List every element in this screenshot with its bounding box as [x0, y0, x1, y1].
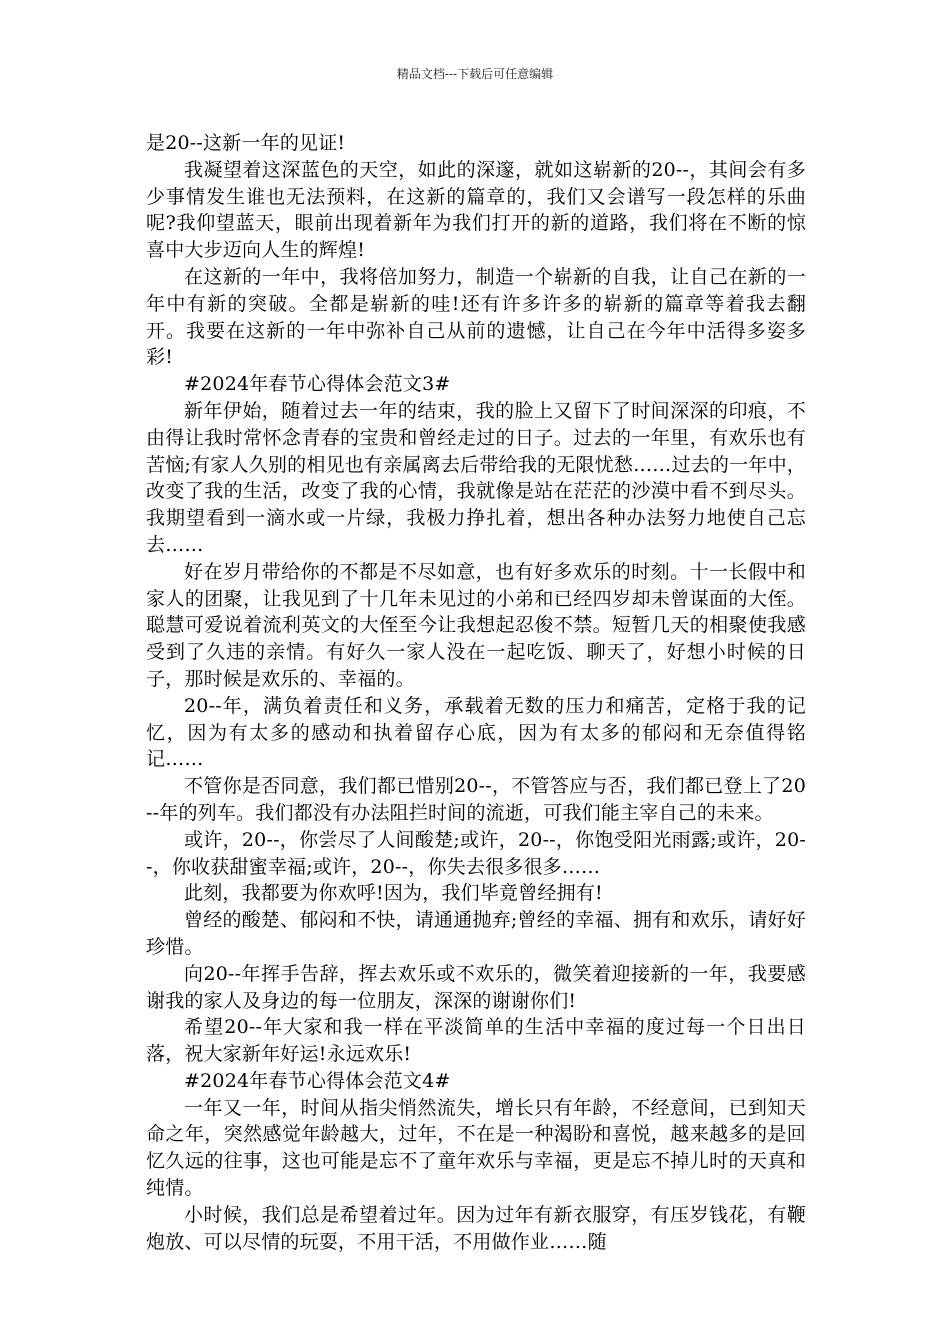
paragraph: 20--年，满负着责任和义务，承载着无数的压力和痛苦，定格于我的记忆，因为有太多的感动和执着留存心底，因为有太多的郁闷和无奈值得铭记……	[146, 694, 806, 771]
paragraph: 向20--年挥手告辞，挥去欢乐或不欢乐的，微笑着迎接新的一年，我要感谢我的家人及身边的每一位朋友，深深的谢谢你们!	[146, 962, 806, 1012]
page-header: 精品文档---下载后可任意编辑	[396, 67, 554, 81]
section-heading: #2024年春节心得体会范文3#	[184, 373, 451, 396]
paragraph: 是20--这新一年的见证!	[146, 132, 346, 154]
paragraph: 或许，20--，你尝尽了人间酸楚;或许，20--，你饱受阳光雨露;或许，20--，你收获甜蜜幸福;或许，20--，你失去很多很多……	[146, 828, 806, 878]
paragraph: 此刻，我都要为你欢呼!因为，我们毕竟曾经拥有!	[184, 882, 603, 905]
document-body	[146, 130, 806, 1255]
paragraph: 在这新的一年中，我将倍加努力，制造一个崭新的自我，让自己在新的一年中有新的突破。全都是崭新的哇!还有许多许多的崭新的篇章等着我去翻开。我要在这新的一年中弥补自己从前的遗憾，让自己在今年中活得多姿多彩!	[146, 265, 806, 369]
paragraph: 小时候，我们总是希望着过年。因为过年有新衣服穿，有压岁钱花，有鞭炮放、可以尽情的玩耍，不用干活，不用做作业……随	[146, 1203, 806, 1253]
paragraph: 不管你是否同意，我们都已惜别20--，不管答应与否，我们都已登上了20--年的列车。我们都没有办法阻拦时间的流逝，可我们能主宰自己的未来。	[146, 775, 806, 824]
paragraph: 新年伊始，随着过去一年的结束，我的脸上又留下了时间深深的印痕，不由得让我时常怀念青春的宝贵和曾经走过的日子。过去的一年里，有欢乐也有苦恼;有家人久别的相见也有亲属离去后带给我的无限忧愁……过去的一年中，改变了我的生活，改变了我的心情，我就像是站在茫茫的沙漠中看不到尽头。我期望看到一滴水或一片绿，我极力挣扎着，想出各种办法努力地使自己忘去……	[146, 399, 806, 556]
paragraph: 曾经的酸楚、郁闷和不快，请通通抛弃;曾经的幸福、拥有和欢乐，请好好珍惜。	[146, 909, 806, 958]
section-heading: #2024年春节心得体会范文4#	[184, 1069, 451, 1092]
paragraph: 好在岁月带给你的不都是不尽如意，也有好多欢乐的时刻。十一长假中和家人的团聚，让我见到了十几年未见过的小弟和已经四岁却未曾谋面的大侄。聪慧可爱说着流利英文的大侄至今让我想起忍俊不禁。短暂几天的相聚使我感受到了久违的亲情。有好久一家人没在一起吃饭、聊天了，好想小时候的日子，那时候是欢乐的、幸福的。	[146, 560, 806, 690]
paragraph: 希望20--年大家和我一样在平淡简单的生活中幸福的度过每一个日出日落，祝大家新年好运!永远欢乐!	[146, 1016, 806, 1066]
paragraph: 我凝望着这深蓝色的天空，如此的深邃，就如这崭新的20--，其间会有多少事情发生谁也无法预料，在这新的篇章的，我们又会谱写一段怎样的乐曲呢?我仰望蓝天，眼前出现着新年为我们打开的新的道路，我们将在不断的惊喜中大步迈向人生的辉煌!	[146, 158, 806, 262]
paragraph: 一年又一年，时间从指尖悄然流失，增长只有年龄，不经意间，已到知天命之年，突然感觉年龄越大，过年，不在是一种渴盼和喜悦，越来越多的是回忆久远的往事，这也可能是忘不了童年欢乐与幸福，更是忘不掉儿时的天真和纯情。	[146, 1096, 806, 1200]
